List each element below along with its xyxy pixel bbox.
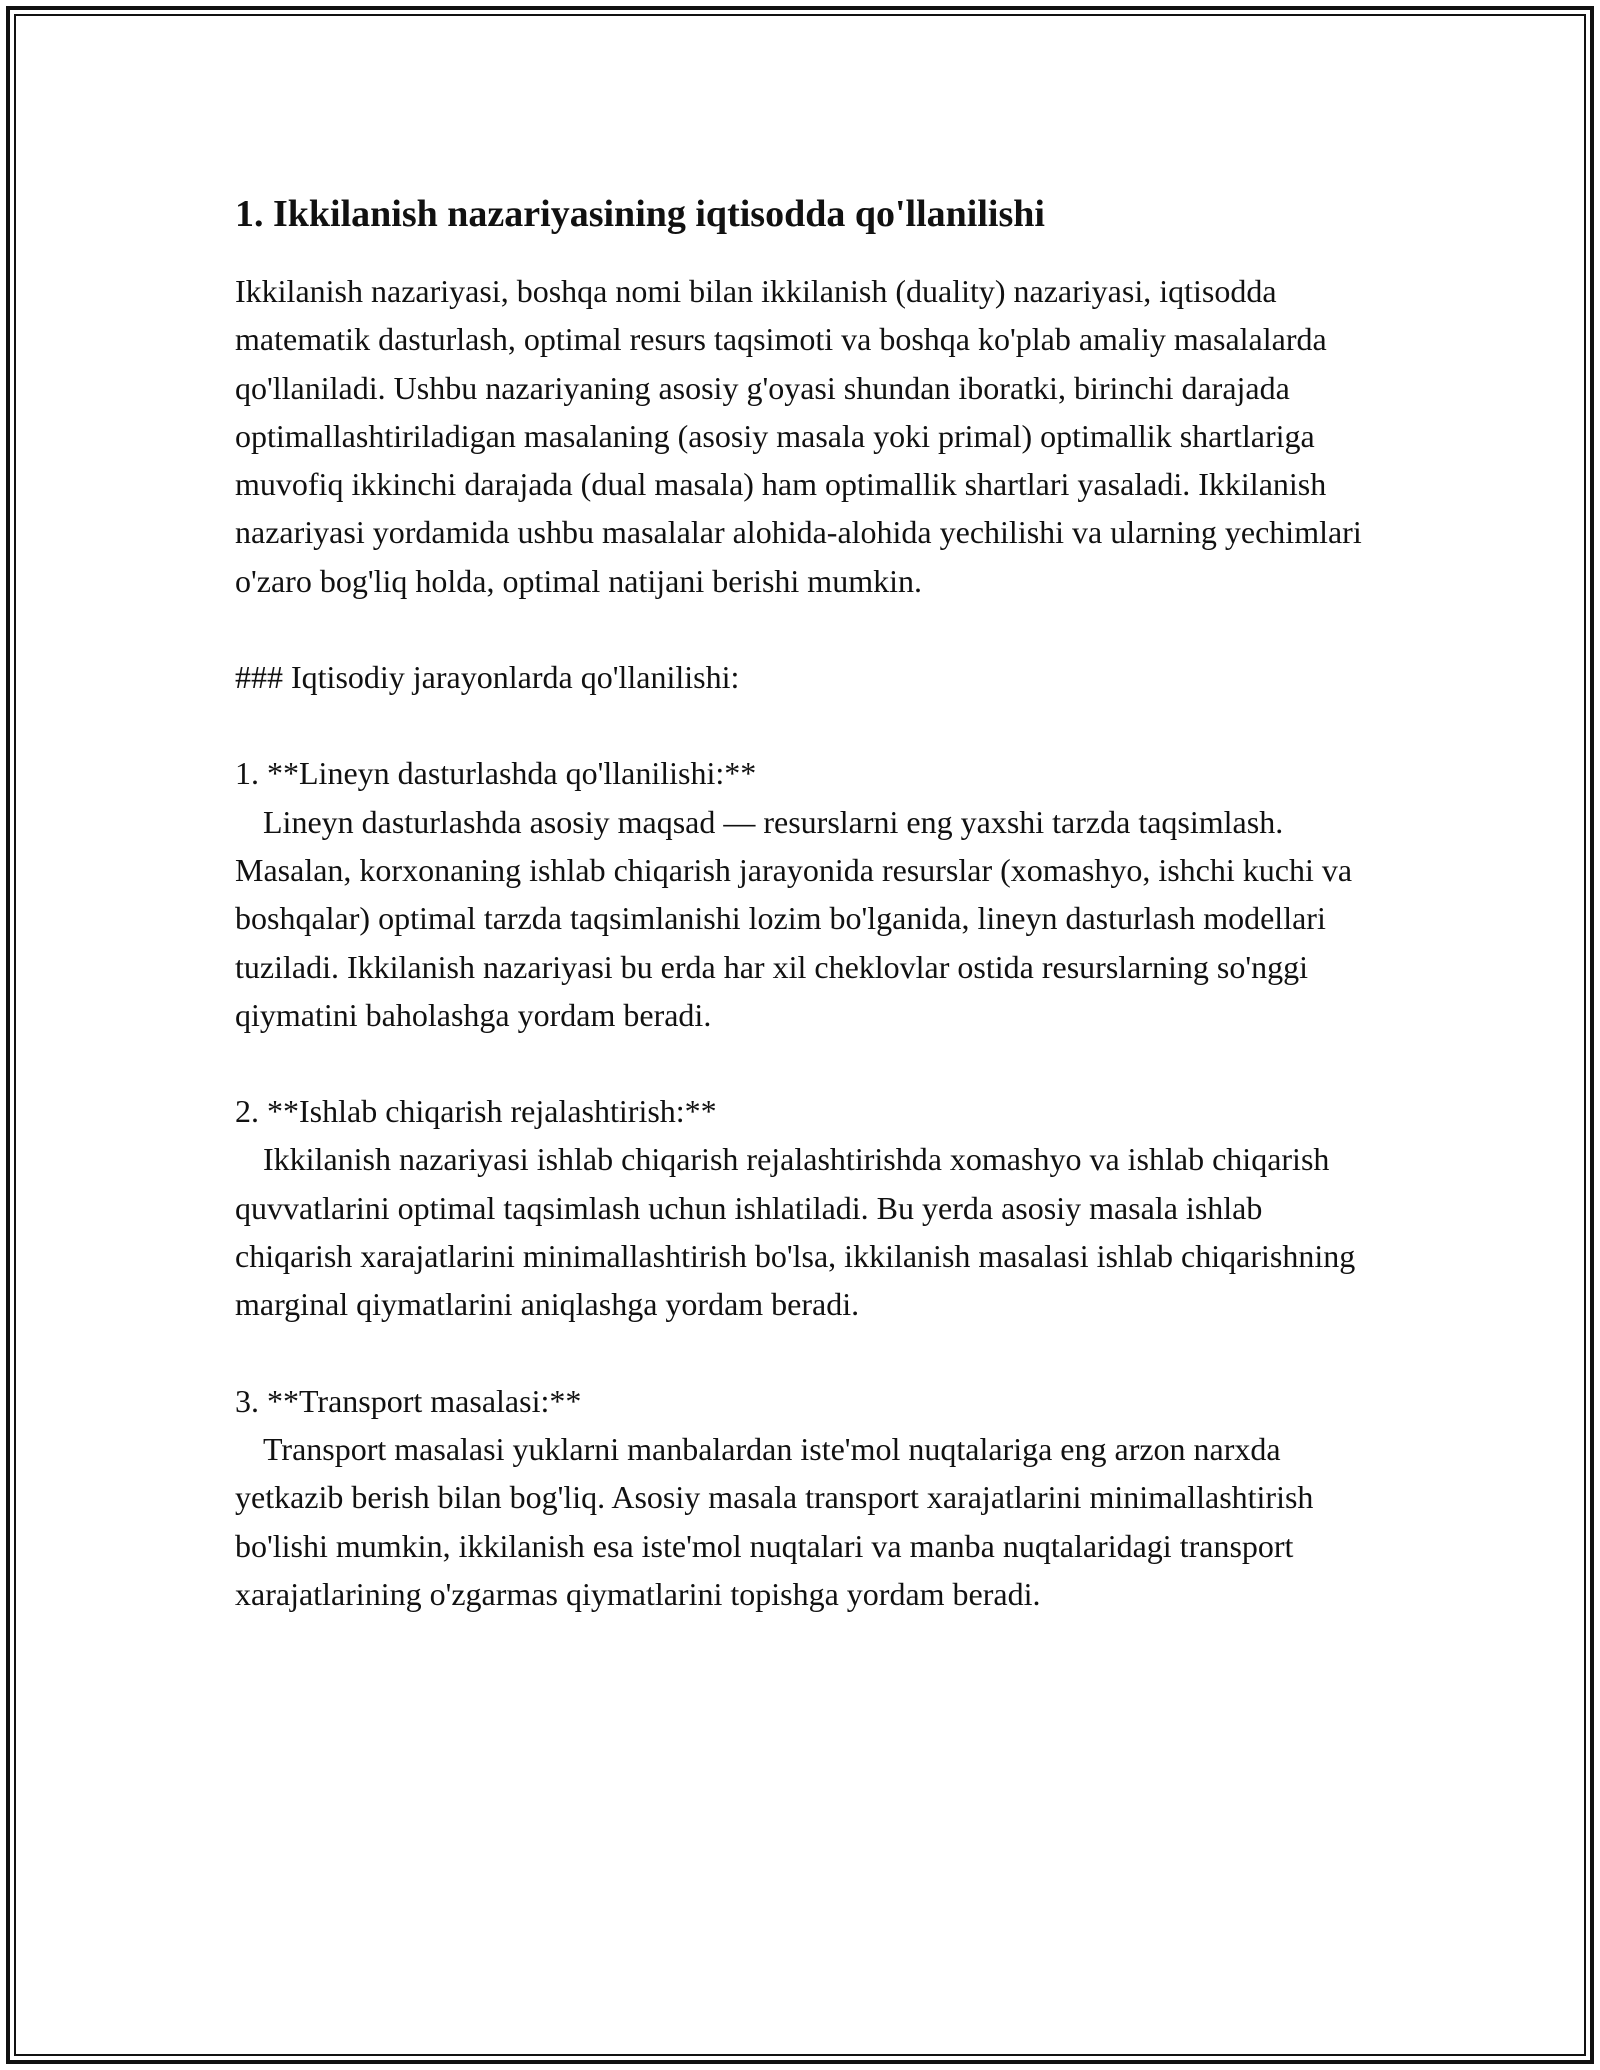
list-item-heading: 1. **Lineyn dasturlashda qo'llanilishi:** (235, 755, 757, 792)
spacer (235, 701, 1385, 749)
list-item (235, 1087, 1385, 1328)
spacer (235, 1329, 1385, 1377)
list-item-body (235, 1135, 1385, 1328)
list-item (235, 1377, 1385, 1618)
list-item-heading: 3. **Transport masalasi:** (235, 1382, 582, 1419)
list-item-text: Transport masalasi yuklarni manbalardan iste'mol nuqtalariga eng arzon narxda yetkazib berish bilan bog'liq. Asosiy masala transport xarajatlarini minimallashtirish bo'lishi mumkin, ikkilanish esa iste'mol nuqtalari va manba nuqtalaridagi transport xarajatlarining o'zgarmas qiymatlarini topishga yordam beradi. (235, 1430, 1314, 1612)
list-item (235, 749, 1385, 1039)
list-item-body (235, 1425, 1385, 1618)
list-item-body (235, 798, 1385, 1039)
document-title: 1. Ikkilanish nazariyasining iqtisodda qo'llanilishi (235, 193, 1045, 235)
spacer (235, 605, 1385, 653)
document-content (235, 185, 1385, 1618)
list-item-text: Lineyn dasturlashda asosiy maqsad — resurslarni eng yaxshi tarzda taqsimlash. Masalan, korxonaning ishlab chiqarish jarayonida resurslar (xomashyo, ishchi kuchi va boshqalar) optimal tarzda taqsimlanishi lozim bo'lganida, lineyn dasturlash modellari tuziladi. Ikkilanish nazariyasi bu erda har xil cheklovlar ostida resurslarning so'nggi qiymatini baholashga yordam beradi. (235, 803, 1353, 1033)
list-item-heading: 2. **Ishlab chiqarish rejalashtirish:** (235, 1093, 717, 1130)
section-heading: ### Iqtisodiy jarayonlarda qo'llanilishi: (235, 659, 740, 696)
list-item-text: Ikkilanish nazariyasi ishlab chiqarish rejalashtirishda xomashyo va ishlab chiqarish quvvatlarini optimal taqsimlash uchun ishlatiladi. Bu yerda asosiy masala ishlab chiqarish xarajatlarini minimallashtirish bo'lsa, ikkilanish masalasi ishlab chiqarishning marginal qiymatlarini aniqlashga yordam beradi. (235, 1141, 1356, 1323)
spacer (235, 1039, 1385, 1087)
intro-paragraph: Ikkilanish nazariyasi, boshqa nomi bilan ikkilanish (duality) nazariyasi, iqtisodda matematik dasturlash, optimal resurs taqsimoti va boshqa ko'plab amaliy masalalarda qo'llaniladi. Ushbu nazariyaning asosiy g'oyasi shundan iboratki, birinchi darajada optimallashtiriladigan masalaning (asosiy masala yoki primal) optimallik shartlariga muvofiq ikkinchi darajada (dual masala) ham optimallik shartlari yasaladi. Ikkilanish nazariyasi yordamida ushbu masalalar alohida-alohida yechilishi va ularning yechimlari o'zaro bog'liq holda, optimal natijani berishi mumkin. (235, 273, 1362, 599)
